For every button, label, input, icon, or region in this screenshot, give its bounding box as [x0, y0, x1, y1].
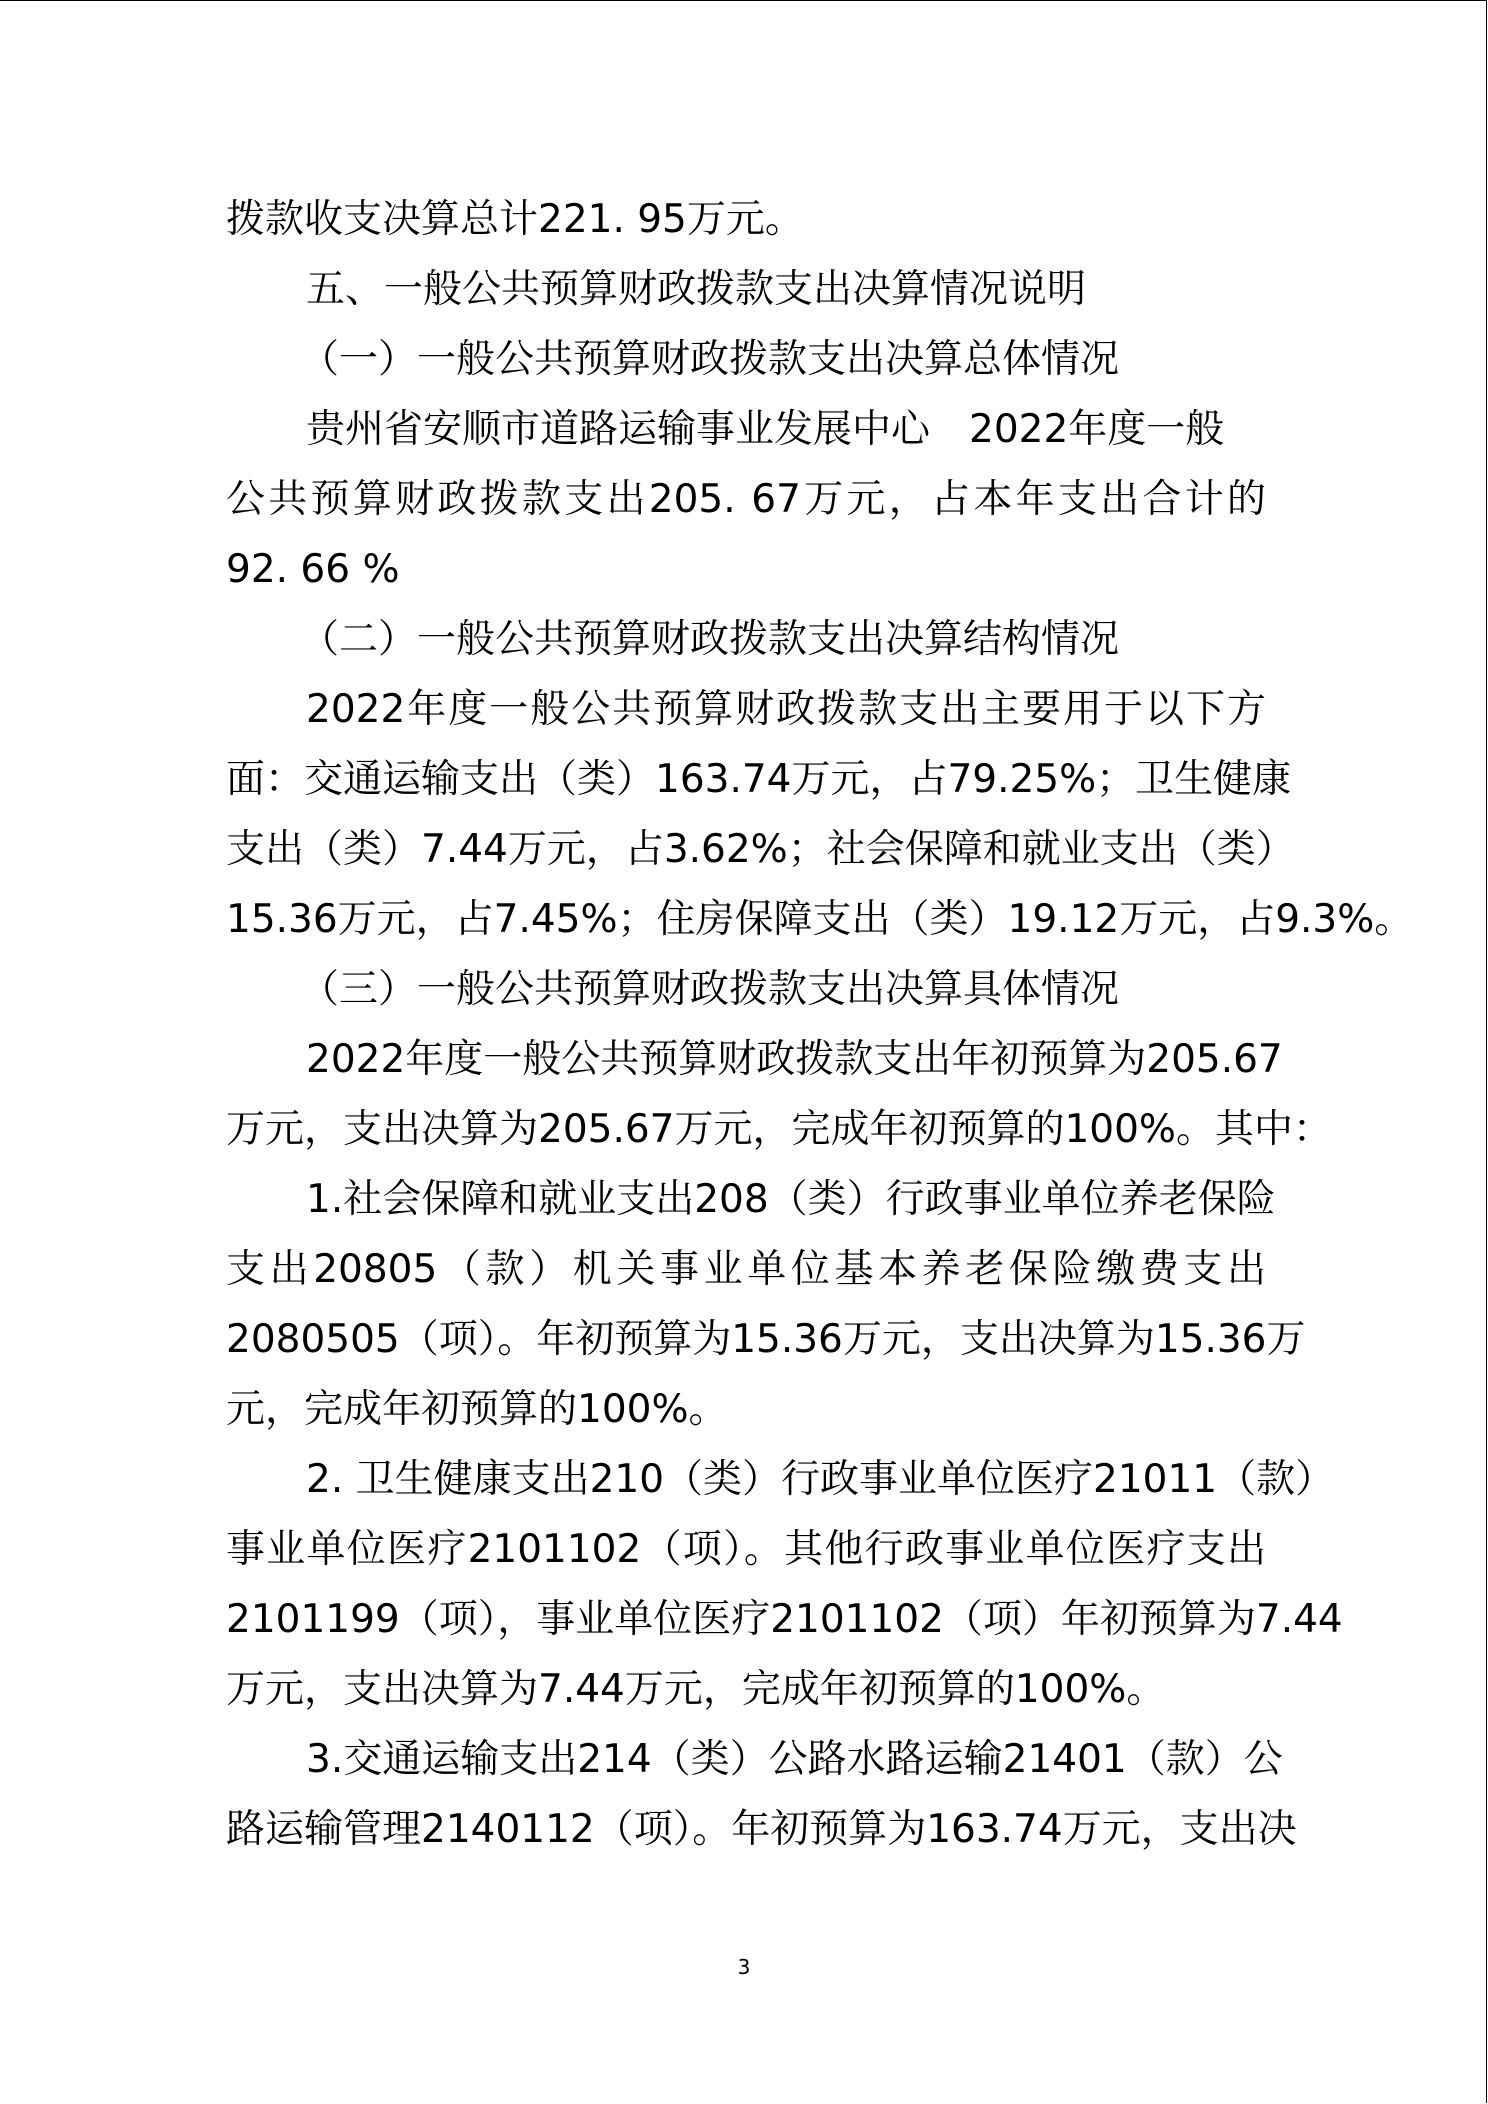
text-line-23: 3.交通运输支出214（类）公路水路运输21401（款）公: [306, 1737, 1283, 1782]
text-line-5: 公共预算财政拨款支出205. 67万元，占本年支出合计的: [226, 477, 1266, 522]
text-line-16: 支出20805（款）机关事业单位基本养老保险缴费支出: [226, 1247, 1266, 1292]
page-number: 3: [737, 1955, 751, 1979]
text-line-9: 面：交通运输支出（类）163.74万元，占79.25%；卫生健康: [226, 757, 1292, 802]
text-line-4: 贵州省安顺市道路运输事业发展中心 2022年度一般: [306, 407, 1225, 452]
text-line-22: 万元，支出决算为7.44万元，完成年初预算的100%。: [226, 1667, 1166, 1712]
text-line-19: 2. 卫生健康支出210（类）行政事业单位医疗21011（款）: [306, 1457, 1335, 1502]
section-heading-5: 五、一般公共预算财政拨款支出决算情况说明: [306, 267, 1087, 312]
text-line-20: 事业单位医疗2101102（项）。其他行政事业单位医疗支出: [226, 1527, 1266, 1572]
subheading-2: （二）一般公共预算财政拨款支出决算结构情况: [300, 617, 1120, 662]
subheading-1: （一）一般公共预算财政拨款支出决算总体情况: [300, 337, 1120, 382]
text-line-17: 2080505（项）。年初预算为15.36万元，支出决算为15.36万: [226, 1317, 1306, 1362]
text-line-13: 2022年度一般公共预算财政拨款支出年初预算为205.67: [306, 1037, 1283, 1082]
text-line-11: 15.36万元，占7.45%；住房保障支出（类）19.12万元，占9.3%。: [226, 897, 1414, 942]
text-line-24: 路运输管理2140112（项）。年初预算为163.74万元，支出决: [226, 1807, 1297, 1852]
subheading-3: （三）一般公共预算财政拨款支出决算具体情况: [300, 967, 1120, 1012]
text-line-14: 万元，支出决算为205.67万元，完成年初预算的100%。其中：: [226, 1107, 1332, 1152]
text-line-10: 支出（类）7.44万元，占3.62%；社会保障和就业支出（类）: [226, 827, 1295, 872]
text-line-6: 92. 66 %: [226, 547, 400, 592]
text-line-1: 拨款收支决算总计221. 95万元。: [226, 197, 804, 242]
text-line-18: 元，完成年初预算的100%。: [226, 1387, 728, 1432]
text-line-21: 2101199（项），事业单位医疗2101102（项）年初预算为7.44: [226, 1597, 1343, 1642]
text-line-15: 1.社会保障和就业支出208（类）行政事业单位养老保险: [306, 1177, 1276, 1222]
text-line-8: 2022年度一般公共预算财政拨款支出主要用于以下方: [306, 687, 1266, 732]
